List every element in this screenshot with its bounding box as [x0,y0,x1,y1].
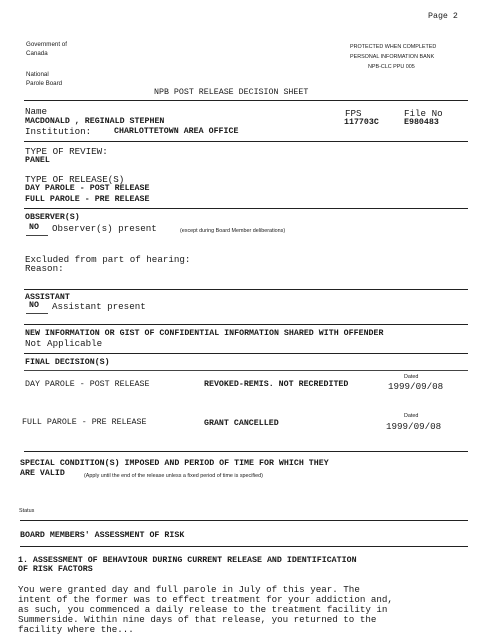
special-conditions-label: SPECIAL CONDITION(S) IMPOSED AND PERIOD OF TIME FOR WHICH THEY [20,459,329,468]
assistant-value: NO [29,301,39,310]
decision-rule [24,451,468,452]
reason-label: Reason: [25,263,64,274]
document-title: NPB POST RELEASE DECISION SHEET [154,88,309,97]
offender-name: MACDONALD , REGINALD STEPHEN [25,117,165,126]
observers-note: (except during Board Member deliberations) [180,228,286,234]
parole-board-label: Parole Board [26,80,63,87]
risk-assessment-label: BOARD MEMBERS' ASSESSMENT OF RISK [20,531,185,540]
risk-section-heading: 1. ASSESSMENT OF BEHAVIOUR DURING CURRENT RELEASE AND IDENTIFICATION [18,556,357,565]
file-no-value: E980483 [404,118,439,127]
release-type-1: DAY PAROLE - POST RELEASE [25,184,150,193]
final-decision-label: FINAL DECISION(S) [25,358,110,367]
assistant-label: ASSISTANT [25,293,70,302]
observers-label: OBSERVER(S) [25,213,80,222]
final-decision-rule [24,370,468,371]
institution-label: Institution: [25,126,92,137]
assistant-underline [26,313,48,314]
name-label: Name [25,106,48,117]
canada-label: Canada [26,50,48,57]
review-rule [24,208,468,209]
info-bank-label: PERSONAL INFORMATION BANK [350,54,435,60]
fps-value: 117703C [344,118,379,127]
new-information-label: NEW INFORMATION OR GIST OF CONFIDENTIAL INFORMATION SHARED WITH OFFENDER [25,329,384,338]
fps-label: FPS [345,108,362,119]
decision-outcome-1: REVOKED-REMIS. NOT RECREDITED [204,380,349,389]
file-no-label: File No [404,108,443,119]
observers-value: NO [29,223,39,232]
national-label: National [26,71,49,78]
type-of-review-label: TYPE OF REVIEW: [25,146,108,157]
risk-body-line-2: intent of the former was to effect treatment for your addiction and, [18,594,393,605]
decision-date-1: 1999/09/08 [388,381,444,392]
type-of-release-label: TYPE OF RELEASE(S) [25,174,125,185]
identity-rule [24,141,468,142]
special-conditions-rule [20,520,468,521]
assistant-rule [24,324,468,325]
decision-release-1: DAY PAROLE - POST RELEASE [25,380,150,389]
observers-rule [24,289,468,290]
excluded-label: Excluded from part of hearing: [25,254,191,265]
risk-section-heading-2: OF RISK FACTORS [18,565,93,574]
observers-underline [26,235,48,236]
risk-body-line-1: You were granted day and full parole in July of this year. The [18,584,360,595]
release-type-2: FULL PAROLE - PRE RELEASE [25,195,150,204]
decision-dated-label-1: Dated [404,374,419,380]
status-label: Status [19,508,35,514]
decision-date-2: 1999/09/08 [386,421,442,432]
risk-body-line-3: as such, you commenced a daily release to the treatment facility in [18,604,388,615]
risk-body-line-5: facility where the... [18,624,134,635]
new-info-rule [24,353,468,354]
title-rule [24,100,468,101]
protected-label: PROTECTED WHEN COMPLETED [350,44,437,50]
decision-outcome-2: GRANT CANCELLED [204,419,279,428]
type-of-review-value: PANEL [25,156,50,165]
institution-value: CHARLOTTETOWN AREA OFFICE [114,127,239,136]
decision-dated-label-2: Dated [404,413,419,419]
new-information-value: Not Applicable [25,338,103,349]
government-label: Government of [26,41,67,48]
assistant-text: Assistant present [52,301,146,312]
risk-body-line-4: Summerside. Within nine days of that release, you returned to the [18,614,377,625]
page-number: Page 2 [428,12,458,21]
special-conditions-note: (Apply until the end of the release unless a fixed period of time is specified) [84,473,263,479]
special-conditions-label-2: ARE VALID [20,469,65,478]
decision-release-2: FULL PAROLE - PRE RELEASE [22,418,147,427]
form-code-label: NPB-CLC PPU 005 [368,64,415,70]
observers-text: Observer(s) present [52,223,157,234]
risk-rule [20,546,468,547]
